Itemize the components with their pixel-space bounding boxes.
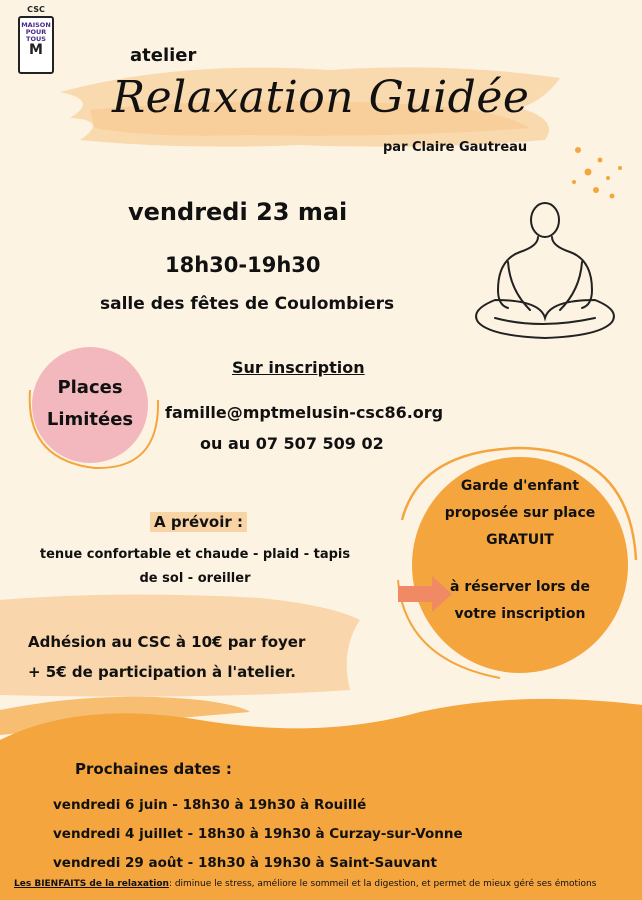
author: par Claire Gautreau	[383, 140, 528, 155]
adhesion-line1: Adhésion au CSC à 10€ par foyer	[28, 633, 306, 651]
places-line1: Places	[57, 377, 123, 398]
garde-line2: proposée sur place	[444, 505, 596, 521]
footer	[14, 879, 634, 889]
logo-mark: M	[29, 42, 43, 58]
places-line2: Limitées	[46, 409, 134, 430]
page-title: Relaxation Guidée	[112, 72, 530, 123]
event-time: 18h30-19h30	[165, 253, 321, 277]
places-badge	[32, 372, 148, 436]
adhesion-line2: + 5€ de participation à l'atelier.	[28, 663, 296, 681]
kicker: atelier	[130, 45, 197, 66]
logo-maison: MAISON	[21, 21, 51, 29]
footer-text: : diminue le stress, améliore le sommeil et la digestion, et permet de mieux géré ses émotions	[168, 879, 597, 889]
logo-csc: CSC	[27, 5, 45, 14]
date-item: vendredi 29 août - 18h30 à 19h30 à Saint-Sauvant	[53, 855, 437, 871]
inscription-phone: ou au 07 507 509 02	[200, 434, 384, 453]
logo-pour: POUR	[25, 28, 47, 36]
garde-line1: Garde d'enfant	[460, 478, 580, 494]
garde-block	[430, 473, 610, 628]
date-item: vendredi 6 juin - 18h30 à 19h30 à Rouillé	[53, 797, 367, 813]
adhesion-block	[28, 627, 305, 687]
dates-heading: Prochaines dates :	[75, 760, 232, 778]
dates-list	[53, 791, 463, 878]
prevoir-heading: A prévoir :	[150, 512, 247, 532]
event-date: vendredi 23 mai	[128, 198, 348, 226]
inscription-email[interactable]: famille@mptmelusin-csc86.org	[165, 403, 444, 422]
csc-logo	[18, 5, 54, 74]
prevoir-list	[20, 543, 370, 591]
event-place: salle des fêtes de Coulombiers	[100, 294, 395, 314]
inscription-heading: Sur inscription	[232, 358, 365, 377]
logo-tous: TOUS	[26, 35, 46, 43]
garde-line5: votre inscription	[454, 606, 586, 622]
garde-line4: à réserver lors de	[450, 579, 590, 595]
prevoir-line2: de sol - oreiller	[139, 571, 251, 586]
date-item: vendredi 4 juillet - 18h30 à 19h30 à Curzay-sur-Vonne	[53, 826, 463, 842]
footer-label: Les BIENFAITS de la relaxation	[14, 879, 169, 889]
prevoir-line1: tenue confortable et chaude - plaid - tapis	[39, 547, 351, 562]
garde-line3: GRATUIT	[486, 532, 554, 548]
